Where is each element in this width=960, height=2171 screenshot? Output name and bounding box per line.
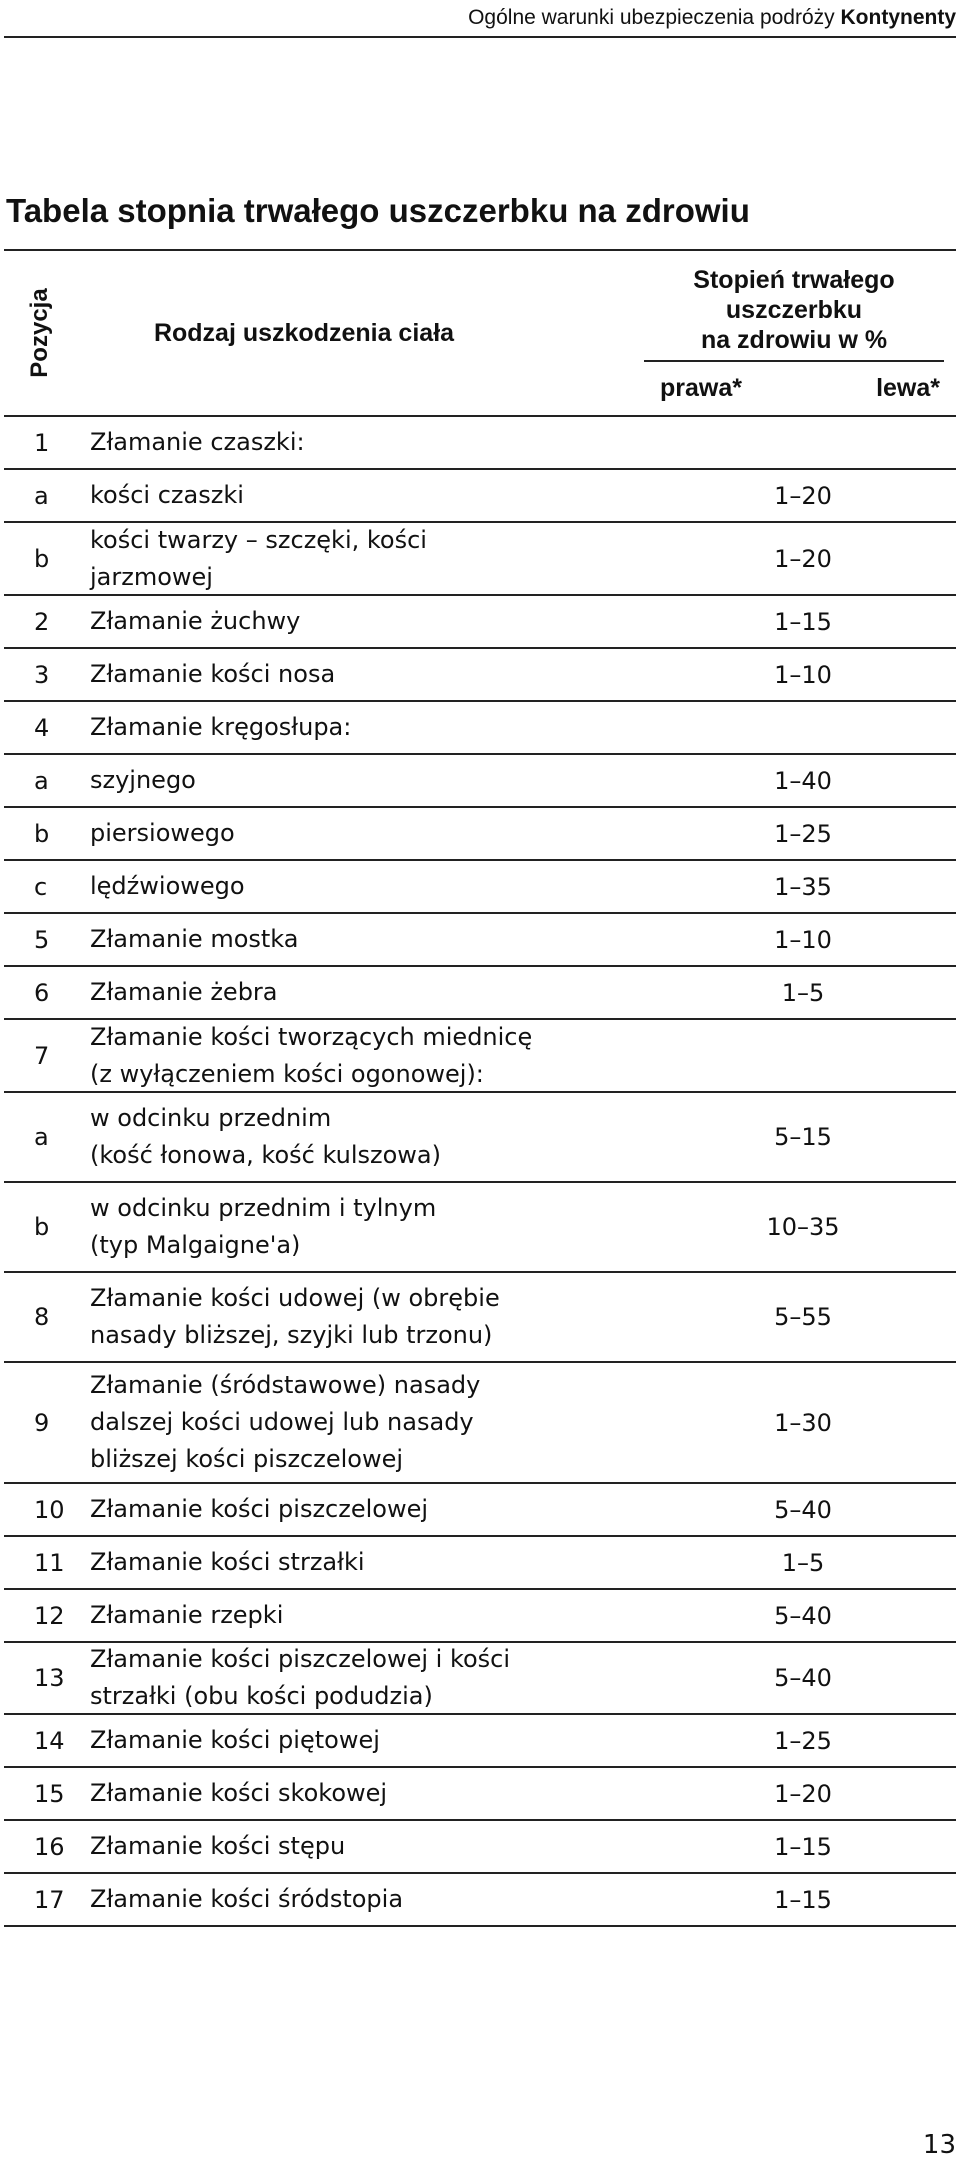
table-row [4, 755, 956, 808]
row-position: 8 [34, 1303, 50, 1331]
table-row [4, 470, 956, 523]
row-injury-type: Złamanie kości nosa [90, 660, 336, 688]
row-degree-value: 5–15 [774, 1123, 832, 1151]
table-row [4, 1715, 956, 1768]
row-position: 4 [34, 713, 50, 742]
table-row [4, 967, 956, 1020]
row-position: 3 [34, 660, 50, 689]
row-injury-type: w odcinku przednim i tylnym (typ Malgaigne'a) [90, 1194, 437, 1259]
table-row [4, 914, 956, 967]
row-position: a [34, 481, 49, 510]
row-injury-type: Złamanie kości stępu [90, 1832, 346, 1860]
row-position: 5 [34, 925, 50, 954]
running-header [4, 0, 956, 38]
row-degree-value: 5–40 [774, 1664, 832, 1692]
table-row [4, 1768, 956, 1821]
row-position: 17 [34, 1885, 65, 1914]
row-position: 9 [34, 1408, 50, 1437]
column-header-sides [644, 360, 944, 403]
row-degree-value: 1–15 [774, 607, 832, 636]
table-row [4, 1874, 956, 1927]
table-row [4, 1363, 956, 1484]
row-injury-type: Złamanie kości skokowej [90, 1779, 388, 1807]
table-row [4, 1183, 956, 1273]
row-position: 2 [34, 607, 50, 636]
row-injury-type: Złamanie kręgosłupa: [90, 713, 352, 741]
row-injury-type: Złamanie żuchwy [90, 607, 301, 635]
row-injury-type: Złamanie kości śródstopia [90, 1885, 404, 1913]
row-degree-value: 1–5 [781, 1548, 825, 1577]
table-row [4, 1590, 956, 1643]
table-row [4, 808, 956, 861]
row-degree-value: 5–40 [774, 1601, 832, 1630]
row-position: 14 [34, 1726, 65, 1755]
table-row [4, 1643, 956, 1715]
row-position: 6 [34, 978, 50, 1007]
row-position: 7 [34, 1041, 50, 1070]
table-body [4, 417, 956, 1927]
row-position: 11 [34, 1548, 65, 1577]
row-degree-value: 1–40 [774, 766, 832, 795]
row-injury-type: kości twarzy – szczęki, kości jarzmowej [90, 525, 427, 591]
column-header-injury-type: Rodzaj uszkodzenia ciała [153, 319, 455, 347]
table-row [4, 1093, 956, 1183]
row-degree-value: 5–40 [774, 1495, 832, 1524]
row-degree-value: 1–20 [774, 481, 832, 510]
row-position: c [34, 872, 48, 901]
row-degree-value: 1–30 [774, 1408, 832, 1437]
row-position: b [34, 1213, 50, 1241]
table-row [4, 1537, 956, 1590]
row-degree-value: 10–35 [766, 1213, 840, 1241]
row-degree-value: 1–15 [774, 1885, 832, 1914]
column-header-position: Pozycja [26, 288, 53, 378]
row-injury-type: lędźwiowego [90, 872, 245, 900]
row-degree-value: 1–15 [774, 1832, 832, 1861]
table-row [4, 523, 956, 596]
table-row [4, 417, 956, 470]
row-injury-type: Złamanie kości strzałki [90, 1548, 365, 1576]
row-injury-type: Złamanie żebra [90, 978, 278, 1006]
table-row [4, 861, 956, 914]
row-position: 13 [34, 1664, 65, 1692]
row-injury-type: Złamanie kości tworzących miednicę (z wyłączeniem kości ogonowej): [90, 1022, 533, 1088]
row-position: b [34, 819, 50, 848]
row-injury-type: Złamanie kości piętowej [90, 1726, 380, 1754]
table-row [4, 702, 956, 755]
column-header-degree: Stopień trwałego uszczerbku na zdrowiu w % [693, 266, 895, 354]
row-position: a [34, 1123, 49, 1151]
row-degree-value: 1–5 [781, 978, 825, 1007]
table-row [4, 1484, 956, 1537]
row-injury-type: Złamanie kości udowej (w obrębie nasady bliższej, szyjki lub trzonu) [90, 1284, 500, 1349]
document-title: Ogólne warunki ubezpieczenia podróży [468, 6, 835, 29]
row-injury-type: Złamanie rzepki [90, 1601, 284, 1629]
row-position: 10 [34, 1495, 65, 1524]
row-position: 16 [34, 1832, 65, 1861]
table-row [4, 596, 956, 649]
row-degree-value: 1–25 [774, 1726, 832, 1755]
column-header-right: prawa* [660, 374, 742, 402]
table-row [4, 1273, 956, 1363]
row-position: 12 [34, 1601, 65, 1630]
page-number: 13 [922, 2130, 956, 2160]
row-position: b [34, 544, 50, 573]
row-degree-value: 1–10 [774, 925, 832, 954]
brand-name: Kontynenty [840, 6, 956, 29]
row-injury-type: Złamanie czaszki: [90, 428, 305, 456]
row-position: 15 [34, 1779, 65, 1808]
row-degree-value: 5–55 [774, 1303, 832, 1331]
table-row [4, 649, 956, 702]
table-row [4, 1020, 956, 1093]
row-injury-type: Złamanie kości piszczelowej i kości strzałki (obu kości podudzia) [90, 1645, 511, 1710]
row-injury-type: w odcinku przednim (kość łonowa, kość kulszowa) [90, 1104, 441, 1169]
table-row [4, 1821, 956, 1874]
row-degree-value: 1–35 [774, 872, 832, 901]
injury-table [4, 249, 956, 1927]
row-injury-type: szyjnego [90, 766, 196, 794]
row-degree-value: 1–20 [774, 544, 832, 573]
row-injury-type: Złamanie (śródstawowe) nasady dalszej kości udowej lub nasady bliższej kości piszczelowej [90, 1371, 481, 1473]
row-degree-value: 1–25 [774, 819, 832, 848]
row-injury-type: Złamanie kości piszczelowej [90, 1495, 429, 1523]
row-position: a [34, 766, 49, 795]
row-injury-type: kości czaszki [90, 481, 244, 509]
column-header-left: lewa* [876, 374, 940, 402]
table-title: Tabela stopnia trwałego uszczerbku na zdrowiu [6, 192, 750, 229]
table-header [4, 249, 956, 417]
row-degree-value: 1–10 [774, 660, 832, 689]
row-injury-type: piersiowego [90, 819, 235, 847]
row-degree-value: 1–20 [774, 1779, 832, 1808]
row-position: 1 [34, 428, 50, 457]
row-injury-type: Złamanie mostka [90, 925, 299, 953]
